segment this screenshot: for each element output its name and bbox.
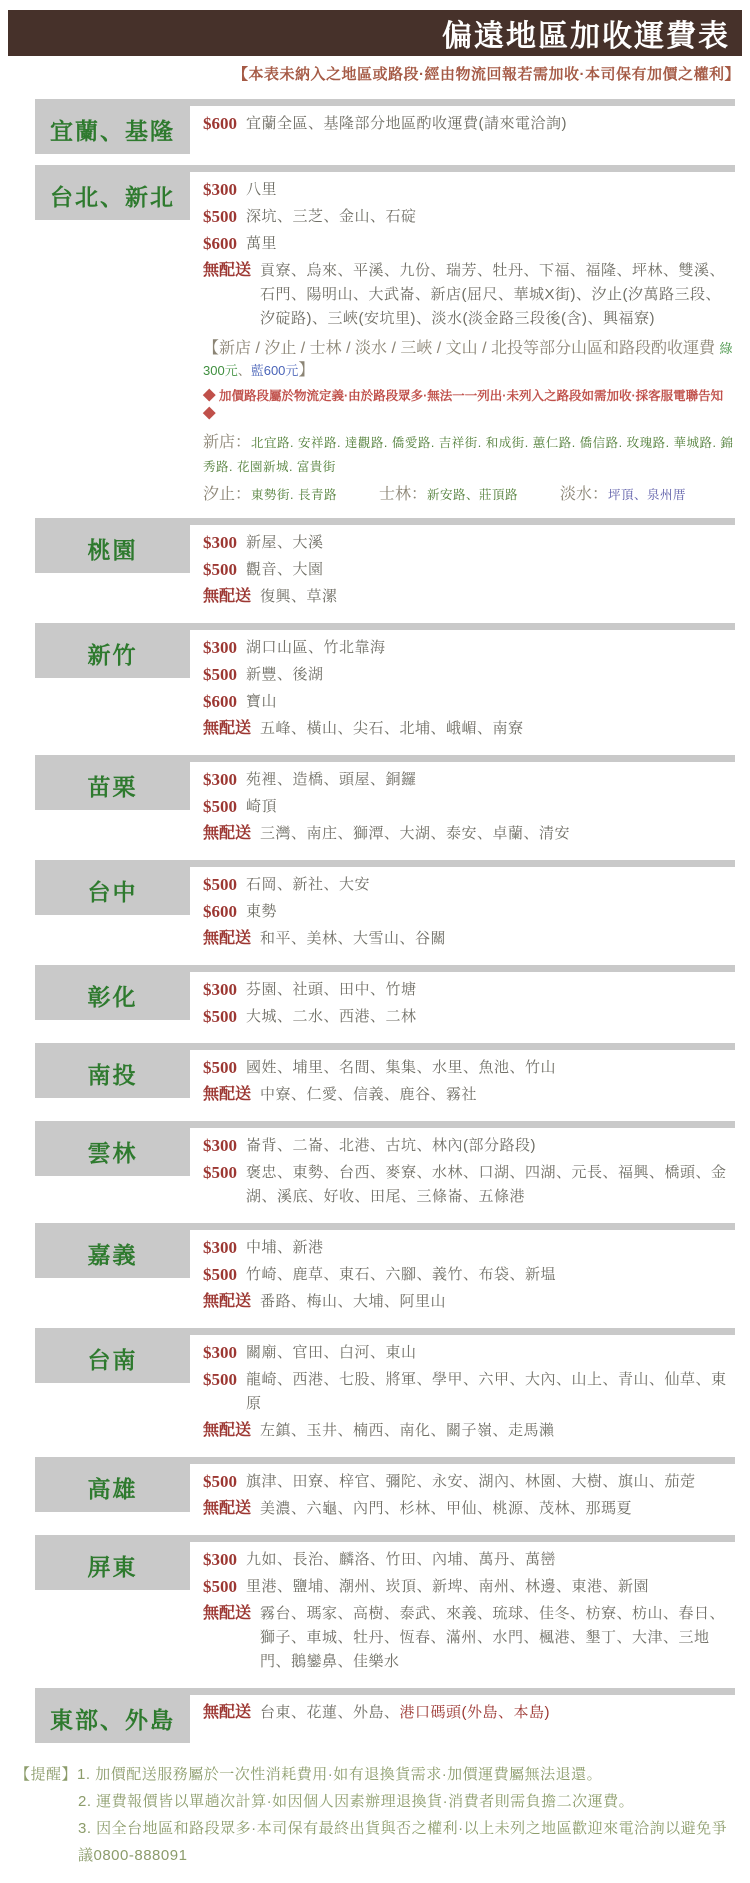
note-blue-fee: 藍600元	[250, 363, 299, 378]
area-text: 台東、花蓮、外島、	[260, 1704, 400, 1721]
street-entry	[203, 483, 337, 507]
region-content	[190, 1128, 735, 1212]
region-row	[35, 630, 735, 744]
area-list	[246, 795, 277, 819]
area-list	[246, 1341, 417, 1365]
footer	[15, 1761, 735, 1883]
area-list	[260, 927, 446, 951]
no-delivery-label: 無配送	[203, 930, 252, 947]
area-text: 褒忠、東勢、台西、麥寮、水林、口湖、四湖、元長、福興、橋頭、金湖、溪底、好收、田尾、三條崙、五條港	[246, 1164, 727, 1205]
region-section	[35, 1328, 735, 1446]
region-section	[35, 1457, 735, 1524]
region-content	[190, 1464, 735, 1524]
fee-line	[203, 1602, 735, 1674]
fee-line	[203, 531, 735, 555]
fee-line	[203, 927, 735, 951]
region-section	[35, 860, 735, 954]
area-list	[260, 1497, 632, 1521]
fee-line	[203, 1056, 735, 1080]
area-list	[260, 1419, 555, 1443]
section-divider-bar	[35, 99, 735, 106]
area-text: 湖口山區、竹北靠海	[246, 639, 386, 656]
region-section	[35, 165, 735, 507]
street-items: 新安路、莊頂路	[426, 488, 518, 502]
fee-amount: $300	[203, 980, 237, 999]
page-title: 偏遠地區加收運費表	[442, 20, 730, 53]
fee-line	[203, 873, 735, 897]
note-warning: ◆ 加價路段屬於物流定義·由於路段眾多·無法一一列出·未列入之路段如需加收·採客服電聯告知 ◆	[203, 389, 724, 421]
area-list	[246, 1134, 536, 1158]
area-text: 崙背、二崙、北港、古坑、林內(部分路段)	[246, 1137, 536, 1154]
fee-amount: $300	[203, 1343, 237, 1362]
section-divider-bar	[35, 518, 735, 525]
area-list	[246, 1236, 324, 1260]
area-text: 崎頂	[246, 798, 278, 815]
fee-line	[203, 636, 735, 660]
fee-line	[203, 822, 735, 846]
fee-amount: $500	[203, 797, 237, 816]
region-section	[35, 518, 735, 612]
area-text: 東勢	[246, 903, 278, 920]
region-section	[35, 965, 735, 1032]
region-section	[35, 1223, 735, 1317]
fee-line	[203, 1548, 735, 1572]
street-entry	[560, 483, 686, 507]
area-list	[246, 1161, 735, 1209]
area-list	[246, 1368, 735, 1416]
region-section	[35, 1121, 735, 1212]
area-text: 新屋、大溪	[246, 534, 324, 551]
street-items: 北宜路. 安祥路. 達觀路. 僑愛路. 吉祥街. 和成街. 蕙仁路. 僑信路. 玫瑰路. 華城路. 錦秀路. 花園新城. 富貴街	[203, 436, 734, 474]
region-content	[190, 172, 735, 507]
area-text: 萬里	[246, 235, 278, 252]
area-text: 霧台、瑪家、高樹、泰武、來義、琉球、佳冬、枋寮、枋山、春日、獅子、車城、牡丹、恆春、滿州、水門、楓港、墾丁、大津、三地門、鵝鑾鼻、佳樂水	[260, 1605, 726, 1670]
area-list	[260, 1602, 735, 1674]
area-list	[246, 178, 277, 202]
fee-line	[203, 259, 735, 331]
area-list	[246, 978, 417, 1002]
area-text: 觀音、大園	[246, 561, 324, 578]
area-list	[246, 663, 324, 687]
fee-amount: $300	[203, 638, 237, 657]
region-row	[35, 867, 735, 954]
fee-line	[203, 558, 735, 582]
fee-amount: $500	[203, 560, 237, 579]
fee-amount: $500	[203, 1577, 237, 1596]
fee-line	[203, 1263, 735, 1287]
area-text: 番路、梅山、大埔、阿里山	[260, 1293, 447, 1310]
street-items: 東勢街. 長青路	[251, 488, 337, 502]
fee-amount: $500	[203, 207, 237, 226]
area-text: 三灣、南庄、獅潭、大湖、泰安、卓蘭、清安	[260, 825, 571, 842]
fee-line	[203, 1161, 735, 1209]
region-content	[190, 1050, 735, 1110]
no-delivery-label: 無配送	[203, 588, 252, 605]
region-section	[35, 755, 735, 849]
area-text: 大城、二水、西港、二林	[246, 1008, 417, 1025]
note-streets	[203, 431, 735, 507]
section-divider-bar	[35, 623, 735, 630]
region-row	[35, 1335, 735, 1446]
fee-line	[203, 717, 735, 741]
area-text: 中寮、仁愛、信義、鹿谷、霧社	[260, 1086, 478, 1103]
note-fee-separator: 、	[237, 363, 251, 378]
area-list	[246, 1548, 556, 1572]
region-section	[35, 1688, 735, 1743]
section-divider-bar	[35, 165, 735, 172]
region-content	[190, 867, 735, 954]
street-entry	[379, 483, 518, 507]
area-list	[260, 717, 524, 741]
street-items: 坪頂、泉州厝	[608, 488, 687, 502]
area-list	[260, 1701, 550, 1725]
area-text: 復興、草漯	[260, 588, 338, 605]
fee-line	[203, 1341, 735, 1365]
section-divider-bar	[35, 755, 735, 762]
fee-line	[203, 585, 735, 609]
no-delivery-label: 無配送	[203, 720, 252, 737]
region-label: 高雄	[35, 1464, 190, 1512]
area-list	[260, 1083, 477, 1107]
footer-line-1	[15, 1761, 735, 1788]
fee-amount: $300	[203, 180, 237, 199]
fee-line	[203, 978, 735, 1002]
area-text: 貢寮、烏來、平溪、九份、瑞芳、牡丹、下福、福隆、坪林、雙溪、石門、陽明山、大武崙、新店(屈尺、華城X街)、汐止(汐萬路三段、汐碇路)、三峽(安坑里)、淡水(淡金路三段後(含)、興福寮)	[260, 262, 726, 327]
area-list	[246, 205, 417, 229]
area-text: 宜蘭全區、基隆部分地區酌收運費(請來電洽詢)	[246, 115, 567, 132]
region-content	[190, 1230, 735, 1317]
footer-note-1: 1. 加價配送服務屬於一次性消耗費用·如有退換貨需求·加價運費屬無法退還。	[77, 1766, 603, 1783]
fee-amount: $500	[203, 875, 237, 894]
section-divider-bar	[35, 1223, 735, 1230]
fee-line	[203, 1497, 735, 1521]
no-delivery-label: 無配送	[203, 1500, 252, 1517]
no-delivery-label: 無配送	[203, 1086, 252, 1103]
no-delivery-label: 無配送	[203, 262, 252, 279]
fee-amount: $600	[203, 692, 237, 711]
region-label: 苗栗	[35, 762, 190, 810]
fee-line	[203, 1575, 735, 1599]
street-label: 新店：	[203, 434, 252, 451]
fee-amount: $600	[203, 234, 237, 253]
region-label: 屏東	[35, 1542, 190, 1590]
region-section	[35, 1535, 735, 1677]
area-text: 八里	[246, 181, 278, 198]
region-label: 桃園	[35, 525, 190, 573]
note-green-fee: 綠300元	[203, 341, 733, 378]
fee-line	[203, 1134, 735, 1158]
area-list	[246, 1575, 649, 1599]
mountain-road-note	[203, 338, 735, 507]
area-list	[260, 822, 570, 846]
fee-amount: $500	[203, 1058, 237, 1077]
fee-line	[203, 795, 735, 819]
fee-line	[203, 663, 735, 687]
area-text: 旗津、田寮、梓官、彌陀、永安、湖內、林園、大樹、旗山、茄萣	[246, 1473, 696, 1490]
no-delivery-label: 無配送	[203, 825, 252, 842]
section-divider-bar	[35, 1328, 735, 1335]
area-text: 國姓、埔里、名間、集集、水里、魚池、竹山	[246, 1059, 557, 1076]
no-delivery-label: 無配送	[203, 1293, 252, 1310]
region-label: 台北、新北	[35, 172, 190, 220]
region-label: 台中	[35, 867, 190, 915]
area-list	[246, 690, 277, 714]
area-text: 龍崎、西港、七股、將軍、學甲、六甲、大內、山上、青山、仙草、東原	[246, 1371, 727, 1412]
fee-amount: $300	[203, 533, 237, 552]
street-entry	[203, 431, 735, 479]
region-label: 宜蘭、基隆	[35, 106, 190, 154]
area-list	[246, 1056, 556, 1080]
fee-amount: $300	[203, 1238, 237, 1257]
fee-amount: $300	[203, 770, 237, 789]
region-row	[35, 106, 735, 154]
area-text: 寶山	[246, 693, 278, 710]
region-row	[35, 972, 735, 1032]
fee-line	[203, 1236, 735, 1260]
area-text: 竹崎、鹿草、東石、六腳、義竹、布袋、新塭	[246, 1266, 557, 1283]
area-text: 五峰、橫山、尖石、北埔、峨嵋、南寮	[260, 720, 524, 737]
no-delivery-label: 無配送	[203, 1605, 252, 1622]
region-content	[190, 1335, 735, 1446]
region-label: 南投	[35, 1050, 190, 1098]
title-bar	[8, 10, 742, 56]
region-content	[190, 106, 735, 139]
fee-line	[203, 232, 735, 256]
region-label: 新竹	[35, 630, 190, 678]
fee-line	[203, 1005, 735, 1029]
region-row	[35, 1128, 735, 1212]
area-list	[260, 585, 338, 609]
section-divider-bar	[35, 1535, 735, 1542]
fee-line	[203, 1470, 735, 1494]
area-text: 中埔、新港	[246, 1239, 324, 1256]
fee-line	[203, 690, 735, 714]
region-row	[35, 1695, 735, 1743]
region-row	[35, 172, 735, 507]
region-section	[35, 623, 735, 744]
fee-line	[203, 1701, 735, 1725]
area-list	[246, 232, 277, 256]
section-divider-bar	[35, 1121, 735, 1128]
note-heading-suffix: 】	[298, 362, 315, 379]
section-divider-bar	[35, 1457, 735, 1464]
region-row	[35, 525, 735, 612]
footer-note-3: 3. 因全台地區和路段眾多·本司保有最終出貨與否之權利·以上未列之地區歡迎來電洽詢以避免爭議0800-888091	[78, 1820, 728, 1864]
region-section	[35, 1043, 735, 1110]
fee-line	[203, 1290, 735, 1314]
area-list	[246, 531, 324, 555]
region-content	[190, 1695, 735, 1728]
fee-line	[203, 205, 735, 229]
section-divider-bar	[35, 1688, 735, 1695]
area-text: 芬園、社頭、田中、竹塘	[246, 981, 417, 998]
region-content	[190, 762, 735, 849]
street-label: 士林：	[378, 486, 427, 503]
footer-reminder-label: 【提醒】	[15, 1766, 78, 1783]
fee-amount: $600	[203, 114, 237, 133]
note-heading	[203, 338, 735, 382]
area-list	[260, 1290, 446, 1314]
region-row	[35, 1050, 735, 1110]
page-subtitle: 【本表未納入之地區或路段·經由物流回報若需加收·本司保有加價之權利】	[233, 66, 740, 83]
region-content	[190, 630, 735, 744]
area-list	[246, 112, 567, 136]
area-text: 苑裡、造橋、頭屋、銅鑼	[246, 771, 417, 788]
fee-amount: $500	[203, 1370, 237, 1389]
region-label: 東部、外島	[35, 1695, 190, 1743]
fee-amount: $300	[203, 1136, 237, 1155]
area-list	[246, 558, 324, 582]
street-label: 淡水：	[560, 486, 609, 503]
area-text: 和平、美林、大雪山、谷關	[260, 930, 447, 947]
area-text: 新豐、後湖	[246, 666, 324, 683]
fee-amount: $500	[203, 1472, 237, 1491]
region-label: 彰化	[35, 972, 190, 1020]
region-label: 台南	[35, 1335, 190, 1383]
fee-line	[203, 112, 735, 136]
fee-line	[203, 1368, 735, 1416]
no-delivery-label: 無配送	[203, 1704, 252, 1721]
area-list	[246, 768, 417, 792]
no-delivery-label: 無配送	[203, 1422, 252, 1439]
area-text: 美濃、六龜、內門、杉林、甲仙、桃源、茂林、那瑪夏	[260, 1500, 633, 1517]
fee-amount: $500	[203, 1007, 237, 1026]
fee-amount: $500	[203, 1265, 237, 1284]
area-text: 深坑、三芝、金山、石碇	[246, 208, 417, 225]
fee-line	[203, 900, 735, 924]
fee-line	[203, 1083, 735, 1107]
fee-amount: $500	[203, 1163, 237, 1182]
area-text: 九如、長治、麟洛、竹田、內埔、萬丹、萬巒	[246, 1551, 557, 1568]
area-text-red: 港口碼頭(外島、本島)	[399, 1704, 551, 1721]
section-divider-bar	[35, 1043, 735, 1050]
area-list	[246, 873, 370, 897]
fee-amount: $600	[203, 902, 237, 921]
area-list	[246, 900, 277, 924]
fee-line	[203, 768, 735, 792]
region-row	[35, 1230, 735, 1317]
region-label: 雲林	[35, 1128, 190, 1176]
fee-line	[203, 1419, 735, 1443]
street-label: 汐止：	[203, 486, 252, 503]
region-content	[190, 525, 735, 612]
region-label: 嘉義	[35, 1230, 190, 1278]
area-list	[246, 1263, 556, 1287]
region-row	[35, 762, 735, 849]
area-list	[246, 1470, 696, 1494]
note-heading-text: 【新店 / 汐止 / 士林 / 淡水 / 三峽 / 文山 / 北投等部分山區和路段酌收運費	[203, 340, 720, 357]
fee-amount: $300	[203, 1550, 237, 1569]
region-row	[35, 1464, 735, 1524]
area-text: 里港、鹽埔、潮州、崁頂、新埤、南州、林邊、東港、新園	[246, 1578, 650, 1595]
section-divider-bar	[35, 965, 735, 972]
section-divider-bar	[35, 860, 735, 867]
area-list	[260, 259, 735, 331]
fee-line	[203, 178, 735, 202]
region-section	[35, 99, 735, 154]
region-content	[190, 972, 735, 1032]
fee-amount: $500	[203, 665, 237, 684]
area-list	[246, 636, 386, 660]
region-content	[190, 1542, 735, 1677]
area-text: 石岡、新社、大安	[246, 876, 371, 893]
footer-note-2: 2. 運費報價皆以單趟次計算·如因個人因素辦理退換貨·消費者則需負擔二次運費。	[78, 1793, 635, 1810]
region-row	[35, 1542, 735, 1677]
area-list	[246, 1005, 417, 1029]
area-text: 左鎮、玉井、楠西、南化、關子嶺、走馬瀨	[260, 1422, 555, 1439]
regions	[35, 99, 735, 1743]
area-text: 關廟、官田、白河、東山	[246, 1344, 417, 1361]
